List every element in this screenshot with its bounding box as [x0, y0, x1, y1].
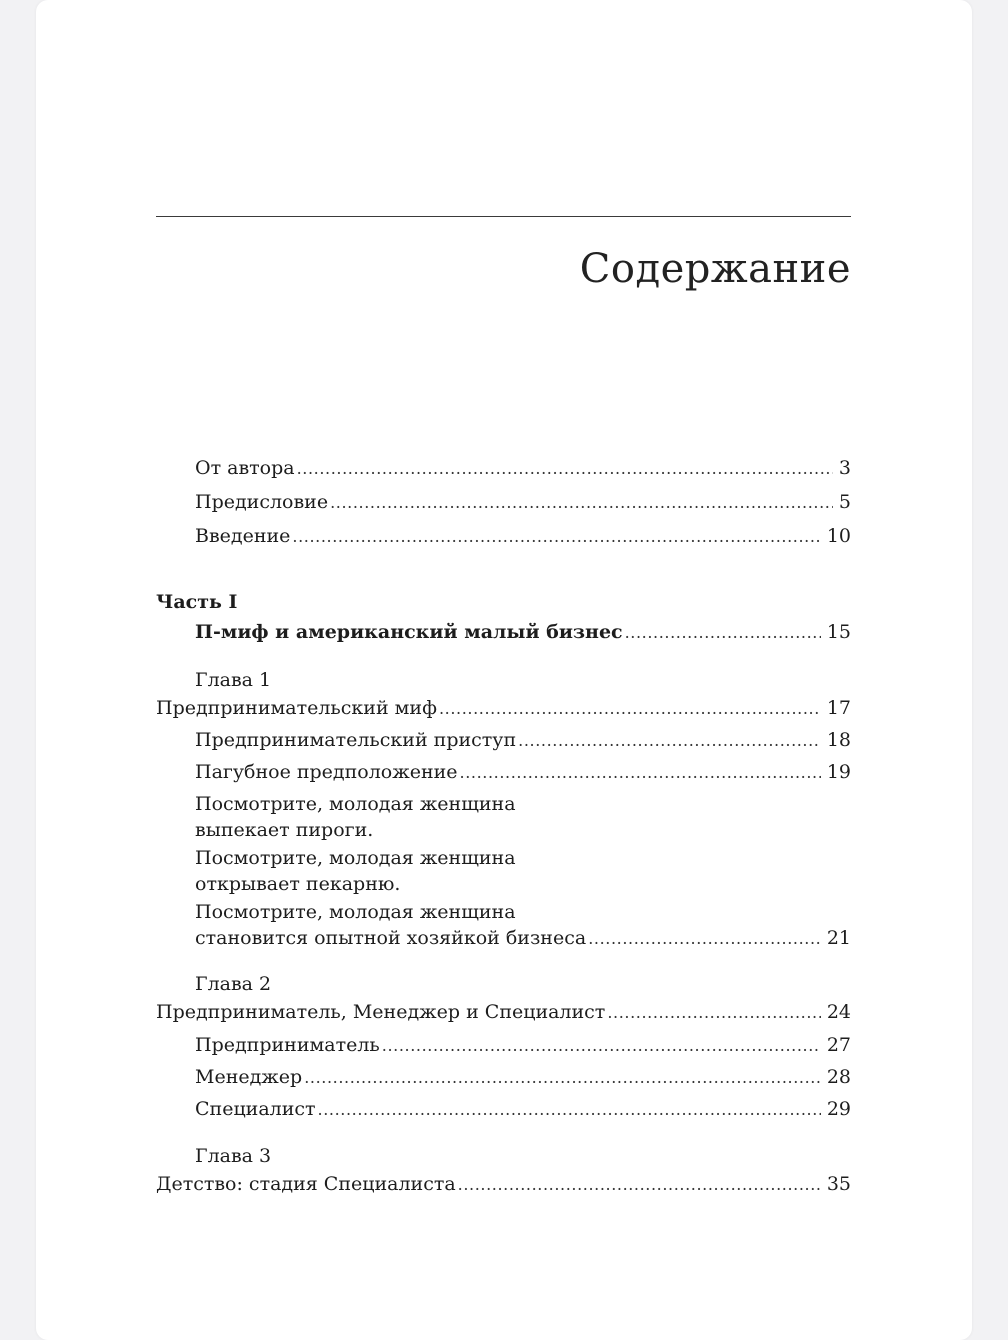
leader-dots: [330, 490, 833, 516]
leader-dots: [304, 1065, 821, 1091]
book-page: [36, 0, 972, 1340]
chapter-heading: Глава 2: [195, 973, 272, 995]
toc-entry-label: Введение: [195, 525, 291, 547]
toc-entry-experienced-owner[interactable]: [195, 925, 851, 952]
leader-dots: [588, 926, 821, 952]
toc-page-number: 5: [838, 491, 851, 513]
toc-entry-chapter3[interactable]: [156, 1171, 851, 1198]
toc-entry-chapter1[interactable]: [156, 695, 851, 722]
toc-entry-line[interactable]: выпекает пироги.: [195, 819, 374, 841]
toc-entry-line[interactable]: открывает пекарню.: [195, 873, 401, 895]
toc-page-number: 15: [826, 621, 851, 643]
toc-entry-line[interactable]: Посмотрите, молодая женщина: [195, 847, 516, 869]
chapter-heading: Глава 3: [195, 1145, 272, 1167]
leader-dots: [318, 1097, 821, 1123]
toc-entry-technician[interactable]: [195, 1096, 851, 1123]
toc-entry-line[interactable]: Посмотрите, молодая женщина: [195, 901, 516, 923]
toc-entry-label: От автора: [195, 457, 295, 479]
toc-entry-line[interactable]: Посмотрите, молодая женщина: [195, 793, 516, 815]
toc-entry-label: Предпринимательский приступ: [195, 729, 517, 751]
toc-entry-label: Пагубное предположение: [195, 761, 458, 783]
toc-entry-label: Предприниматель: [195, 1034, 380, 1056]
toc-page-number: 19: [826, 761, 851, 783]
leader-dots: [518, 728, 821, 754]
top-rule: [156, 216, 851, 217]
leader-dots: [297, 456, 833, 482]
toc-entry-part1[interactable]: [195, 619, 851, 646]
toc-entry-from-author[interactable]: [195, 455, 851, 482]
toc-page-number: 18: [826, 729, 851, 751]
toc-entry-entrepreneurial-seizure[interactable]: [195, 727, 851, 754]
leader-dots: [382, 1033, 821, 1059]
toc-page-number: 21: [826, 927, 851, 949]
leader-dots: [460, 760, 821, 786]
leader-dots: [625, 620, 821, 646]
toc-entry-label: Предпринимательский миф: [156, 697, 437, 719]
toc-entry-entrepreneur[interactable]: [195, 1032, 851, 1059]
toc-page-number: 35: [826, 1173, 851, 1195]
toc-page-number: 27: [826, 1034, 851, 1056]
toc-page-number: 28: [826, 1066, 851, 1088]
toc-entry-label: Менеджер: [195, 1066, 303, 1088]
leader-dots: [439, 696, 821, 722]
leader-dots: [458, 1172, 821, 1198]
toc-entry-label: Детство: стадия Специалиста: [156, 1173, 456, 1195]
toc-page-number: 24: [826, 1001, 851, 1023]
toc-page-number: 3: [838, 457, 851, 479]
leader-dots: [607, 1000, 820, 1026]
part-heading: Часть I: [156, 591, 238, 613]
toc-entry-fatal-assumption[interactable]: [195, 759, 851, 786]
toc-entry-introduction[interactable]: [195, 523, 851, 550]
toc-entry-label: становится опытной хозяйкой бизнеса: [195, 927, 587, 949]
toc-entry-label: Специалист: [195, 1098, 316, 1120]
toc-page-number: 17: [826, 697, 851, 719]
toc-entry-label: П-миф и американский малый бизнес: [195, 621, 623, 643]
toc-entry-label: Предприниматель, Менеджер и Специалист: [156, 1001, 606, 1023]
toc-entry-label: Предисловие: [195, 491, 329, 513]
toc-entry-chapter2[interactable]: [156, 999, 851, 1026]
toc-page-number: 29: [826, 1098, 851, 1120]
toc-page-number: 10: [826, 525, 851, 547]
chapter-heading: Глава 1: [195, 669, 272, 691]
leader-dots: [292, 524, 820, 550]
page-title: Содержание: [579, 246, 851, 292]
toc-entry-manager[interactable]: [195, 1064, 851, 1091]
toc-entry-preface[interactable]: [195, 489, 851, 516]
